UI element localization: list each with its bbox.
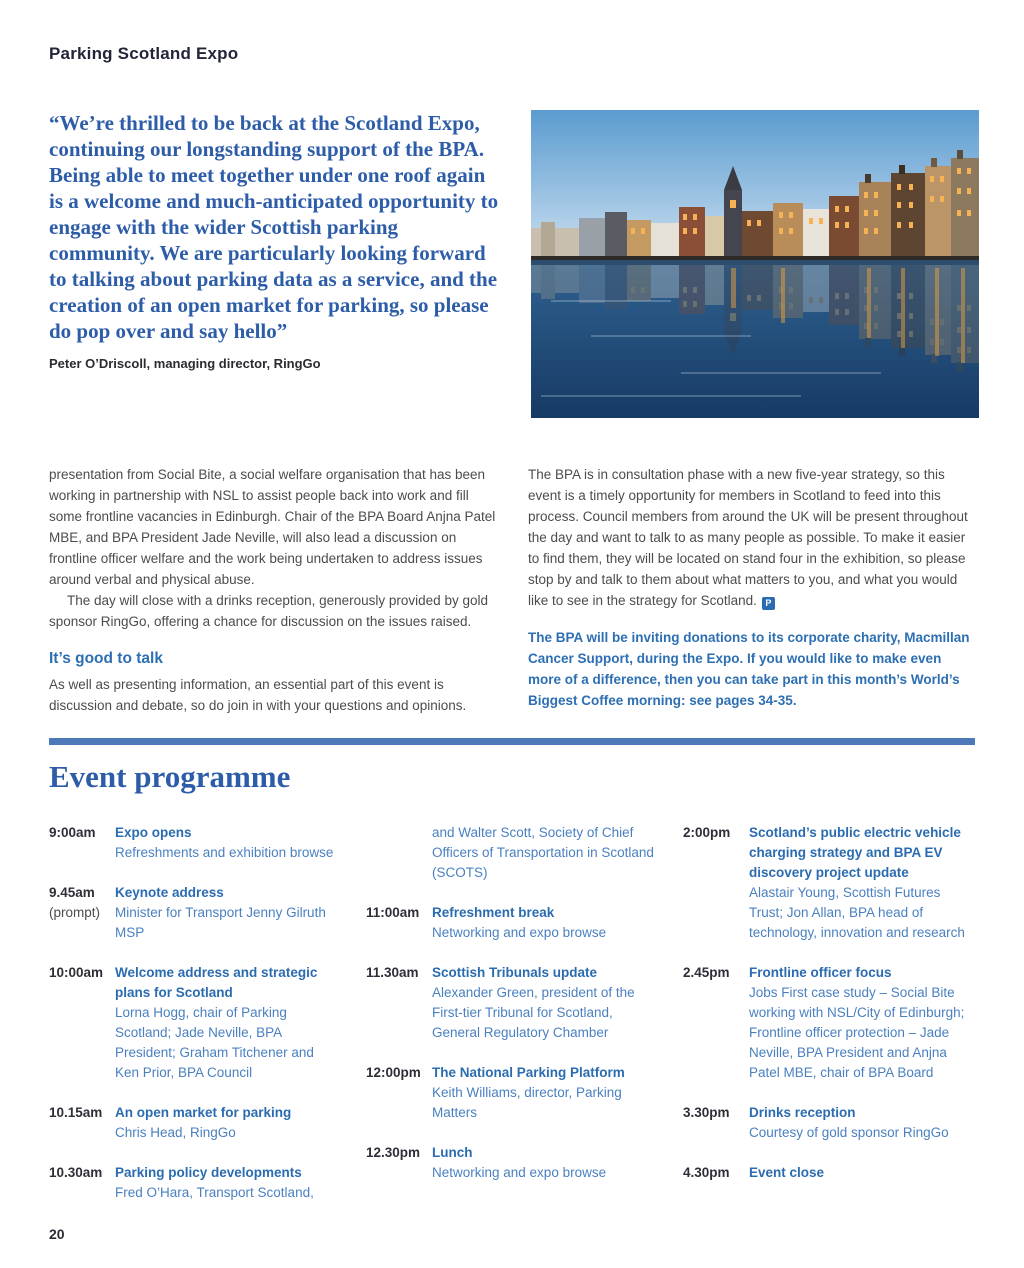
programme-entry: [683, 823, 975, 943]
programme-entry: [683, 1163, 975, 1183]
programme-time: 9.45am (prompt): [49, 883, 115, 943]
programme-time: 3.30pm: [683, 1105, 730, 1120]
waterfront-photo: [531, 110, 979, 418]
session-title: Lunch: [432, 1145, 473, 1160]
programme-session: [432, 1143, 658, 1183]
programme-entry: [366, 963, 658, 1043]
session-title: Scotland’s public electric vehicle charging strategy and BPA EV discovery project update: [749, 825, 961, 880]
programme-session: [749, 1103, 975, 1143]
body-right-column: [528, 464, 975, 716]
programme-session: [749, 963, 975, 1083]
session-title: Drinks reception: [749, 1105, 856, 1120]
session-detail: Refreshments and exhibition browse: [115, 845, 334, 860]
programme-session: [115, 823, 341, 863]
page-title: Parking Scotland Expo: [49, 44, 239, 63]
session-detail: Fred O’Hara, Transport Scotland,: [115, 1185, 314, 1200]
programme-session: [115, 883, 341, 943]
sub-heading: It’s good to talk: [49, 650, 163, 667]
session-detail: Courtesy of gold sponsor RingGo: [749, 1125, 949, 1140]
programme-heading: Event programme: [49, 759, 291, 794]
time-note: (prompt): [49, 905, 101, 920]
session-detail: Minister for Transport Jenny Gilruth MSP: [115, 905, 326, 940]
programme-entry: [49, 963, 341, 1083]
programme-session: [115, 1103, 341, 1143]
programme-time: 11:00am: [366, 905, 420, 920]
programme-time: 11.30am: [366, 965, 419, 980]
end-of-article-icon: P: [762, 597, 775, 610]
session-title: Event close: [749, 1165, 825, 1180]
programme-entry: [49, 883, 341, 943]
programme-time: 12:00pm: [366, 1065, 421, 1080]
programme-time: 10.15am: [49, 1105, 103, 1120]
programme-column-1: [49, 823, 341, 1223]
programme-time: 9:00am: [49, 825, 96, 840]
programme-time: 10.30am: [49, 1165, 103, 1180]
top-section: [49, 110, 975, 418]
session-detail: Alexander Green, president of the First-tier Tribunal for Scotland, General Regulatory Chamber: [432, 985, 635, 1040]
body-paragraph: [528, 464, 975, 611]
session-detail: Jobs First case study – Social Bite working with NSL/City of Edinburgh; Frontline officer protection – Jade Neville, BPA President and Anjna Patel MBE, chair of BPA Board: [749, 985, 965, 1080]
programme-session: [432, 903, 658, 943]
programme-time: [366, 823, 432, 883]
programme-session: [432, 1063, 658, 1123]
programme-grid: [49, 823, 975, 1223]
session-title: Frontline officer focus: [749, 965, 892, 980]
body-section: [49, 464, 975, 716]
programme-entry: [366, 823, 658, 883]
programme-session: [749, 1163, 975, 1183]
body-paragraph: As well as presenting information, an essential part of this event is discussion and debate, so do join in with your questions and opinions.: [49, 677, 467, 713]
session-detail: and Walter Scott, Society of Chief Officers of Transportation in Scotland (SCOTS): [432, 825, 654, 880]
programme-session: [749, 823, 975, 943]
session-detail: Chris Head, RingGo: [115, 1125, 236, 1140]
programme-time: 12.30pm: [366, 1145, 421, 1160]
page-number: 20: [49, 1226, 65, 1242]
programme-time: 2.45pm: [683, 965, 730, 980]
session-title: Welcome address and strategic plans for Scotland: [115, 965, 318, 1000]
session-title: Expo opens: [115, 825, 192, 840]
programme-session: [115, 963, 341, 1083]
session-title: The National Parking Platform: [432, 1065, 625, 1080]
session-detail: Networking and expo browse: [432, 1165, 607, 1180]
programme-entry: [49, 1103, 341, 1143]
session-detail: Alastair Young, Scottish Futures Trust; Jon Allan, BPA head of technology, innovation and research: [749, 885, 965, 940]
programme-entry: [366, 1143, 658, 1183]
programme-entry: [49, 1163, 341, 1203]
waterfront-photo-illustration: [531, 110, 979, 418]
quote-attribution: Peter O’Driscoll, managing director, RingGo: [49, 356, 321, 371]
programme-column-2: [366, 823, 658, 1223]
session-detail: Networking and expo browse: [432, 925, 607, 940]
programme-session: [432, 963, 658, 1043]
programme-time: 2:00pm: [683, 825, 731, 840]
pull-quote-text: “We’re thrilled to be back at the Scotland Expo, continuing our longstanding support of the BPA. Being able to meet together under one roof again is a welcome and much-anticipated opportunity to engage with the wider Scottish parking community. We are particularly looking forward to talking about parking data as a service, and the creation of an open market for parking, so please do pop over and say hello”: [49, 111, 499, 343]
session-detail: Lorna Hogg, chair of Parking Scotland; Jade Neville, BPA President; Graham Titchener and Ken Prior, BPA Council: [115, 1005, 314, 1080]
section-divider: [49, 738, 975, 745]
session-title: Refreshment break: [432, 905, 555, 920]
programme-entry: [366, 903, 658, 943]
programme-time: 4.30pm: [683, 1165, 730, 1180]
session-title: Keynote address: [115, 885, 224, 900]
programme-entry: [683, 1103, 975, 1143]
programme-time: 10:00am: [49, 965, 104, 980]
programme-column-3: [683, 823, 975, 1223]
session-detail: Keith Williams, director, Parking Matters: [432, 1085, 622, 1120]
body-paragraph: The day will close with a drinks reception, generously provided by gold sponsor RingGo, offering a chance for discussion on the issues raised.: [49, 593, 488, 629]
session-title: Parking policy developments: [115, 1165, 302, 1180]
body-text: The BPA is in consultation phase with a new five-year strategy, so this event is a timely opportunity for members in Scotland to feed into this process. Council members from around the UK will be present throughout the day and want to talk to as many people as possible. To make it easier to find them, they will be located on stand four in the exhibition, so please stop by and talk to them about what matters to you, and what you would like to see in the strategy for Scotland.: [528, 467, 968, 608]
programme-entry: [49, 823, 341, 863]
session-title: Scottish Tribunals update: [432, 965, 598, 980]
charity-callout: The BPA will be inviting donations to its corporate charity, Macmillan Cancer Support, during the Expo. If you would like to make even more of a difference, then you can take part in this month’s World’s Biggest Coffee morning: see pages 34-35.: [528, 630, 970, 708]
programme-session: [115, 1163, 341, 1203]
pull-quote-block: [49, 110, 501, 418]
programme-entry: [366, 1063, 658, 1123]
programme-entry: [683, 963, 975, 1083]
body-left-column: [49, 464, 496, 716]
body-paragraph: presentation from Social Bite, a social welfare organisation that has been working in partnership with NSL to assist people back into work and fill some frontline vacancies in Edinburgh. Chair of the BPA Board Anjna Patel MBE, and BPA President Jade Neville, will also lead a discussion on frontline officer welfare and the work being undertaken to address issues around verbal and physical abuse.: [49, 467, 496, 587]
session-title: An open market for parking: [115, 1105, 292, 1120]
programme-session: [432, 823, 658, 883]
